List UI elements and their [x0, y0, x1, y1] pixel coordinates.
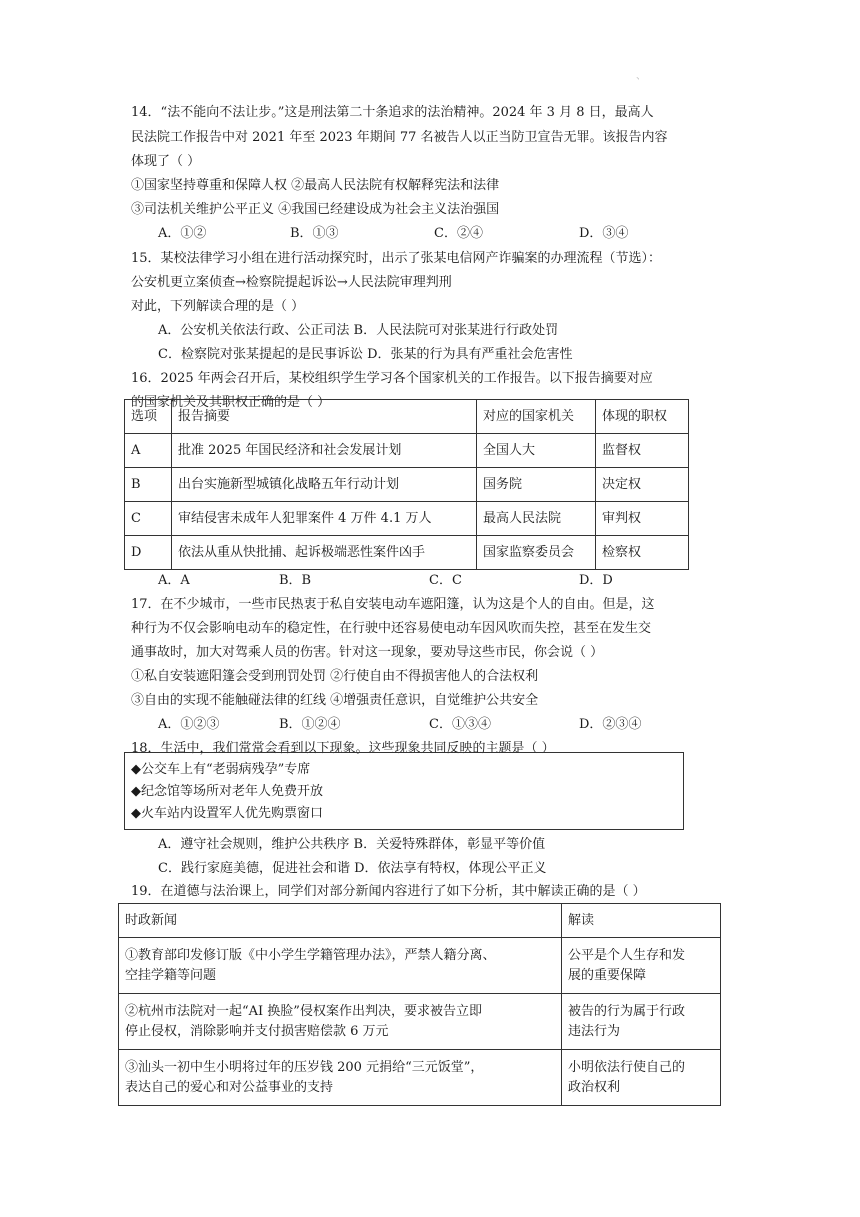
q18-stem: 18．生活中，我们常常会看到以下现象。这些现象共同反映的主题是（ ） — [131, 741, 555, 756]
q19-text-line: 表达自己的爱心和对公益事业的支持 — [125, 1079, 334, 1095]
q16-cell: 出台实施新型城镇化战略五年行动计划 — [172, 468, 477, 502]
q16-cell: 审判权 — [596, 502, 689, 536]
q19-text-line: 空挂学籍等问题 — [125, 967, 217, 983]
q19-text-line: ②杭州市法院对一起“AI 换脸”侵权案作出判决，要求被告立即 — [125, 1003, 482, 1019]
q19-header-news: 时政新闻 — [119, 904, 562, 938]
q16-cell: 审结侵害未成年人犯罪案件 4 万件 4.1 万人 — [172, 502, 477, 536]
table-row — [125, 468, 689, 502]
q17-item-line-2: ③自由的实现不能触碰法律的红线 ④增强责任意识，自觉维护公共安全 — [131, 693, 539, 708]
q19-header-interpretation: 解读 — [562, 904, 721, 938]
q15-options-line-1[interactable]: A．公安机关依法行政、公正司法 B．人民法院可对张某进行行政处罚 — [158, 323, 559, 338]
list-item: ◆火车站内设置军人优先购票窗口 — [131, 806, 323, 821]
table-row — [125, 502, 689, 536]
q19-text-line: ①教育部印发修订版《中小学生学籍管理办法》，严禁人籍分离、 — [125, 947, 496, 963]
q16-cell: 检察权 — [596, 536, 689, 570]
q14-option-c[interactable]: C．②④ — [434, 226, 483, 241]
q19-text-line: 停止侵权，消除影响并支付损害赔偿款 6 万元 — [125, 1023, 389, 1039]
q15-stem-line-1: 15．某校法律学习小组在进行活动探究时，出示了张某电信网产诈骗案的办理流程（节选）： — [131, 251, 662, 266]
q19-news-cell — [119, 938, 562, 994]
q18-phenomena-box — [124, 752, 684, 830]
table-row — [119, 938, 721, 994]
list-item: ◆纪念馆等场所对老年人免费开放 — [131, 784, 323, 799]
q19-interpretation-cell — [562, 1050, 721, 1106]
q14-option-d[interactable]: D．③④ — [579, 226, 629, 241]
corner-mark: 、 — [636, 71, 646, 82]
q14-option-a[interactable]: A．①② — [158, 226, 207, 241]
q16-cell: 批准 2025 年国民经济和社会发展计划 — [172, 434, 477, 468]
q16-header-organ: 对应的国家机关 — [477, 400, 596, 434]
q16-cell: 最高人民法院 — [477, 502, 596, 536]
q15-options-line-2[interactable]: C．检察院对张某提起的是民事诉讼 D．张某的行为具有严重社会危害性 — [158, 347, 573, 362]
q14-option-b[interactable]: B．①③ — [290, 226, 339, 241]
q16-cell: D — [125, 536, 172, 570]
q16-option-b[interactable]: B．B — [279, 573, 312, 588]
q17-stem-line-1: 17．在不少城市，一些市民热衷于私自安装电动车遮阳篷，认为这是个人的自由。但是，这 — [131, 597, 655, 612]
q19-news-cell — [119, 994, 562, 1050]
q16-option-d[interactable]: D．D — [579, 573, 613, 588]
q16-cell: 全国人大 — [477, 434, 596, 468]
q17-option-b[interactable]: B．①②④ — [279, 717, 341, 732]
q16-cell: 国务院 — [477, 468, 596, 502]
list-item: ◆公交车上有“老弱病残孕”专席 — [131, 762, 311, 777]
table-row — [125, 536, 689, 570]
q19-table-header-row — [119, 904, 721, 938]
q19-text-line: 政治权利 — [568, 1079, 621, 1095]
q16-table — [124, 399, 689, 570]
q19-text-line: 被告的行为属于行政 — [568, 1003, 686, 1019]
q16-cell: 国家监察委员会 — [477, 536, 596, 570]
q17-option-d[interactable]: D．②③④ — [579, 717, 642, 732]
q19-text-line: 公平是个人生存和发 — [568, 947, 686, 963]
q16-header-summary: 报告摘要 — [172, 400, 477, 434]
q16-header-option: 选项 — [125, 400, 172, 434]
q16-option-c[interactable]: C．C — [429, 573, 462, 588]
table-row — [119, 994, 721, 1050]
q16-stem-line-2: 的国家机关及其职权正确的是（ ） — [131, 395, 331, 410]
q14-stem-line-3: 体现了（ ） — [131, 154, 201, 169]
q17-stem-line-2: 种行为不仅会影响电动车的稳定性，在行驶中还容易使电动车因风吹而失控，甚至在发生交 — [131, 621, 652, 636]
table-row — [125, 434, 689, 468]
q19-table — [118, 903, 721, 1106]
q15-stem-line-3: 对此，下列解读合理的是（ ） — [131, 299, 305, 314]
q14-stem-line-2: 民法院工作报告中对 2021 年至 2023 年期间 77 名被告人以正当防卫宣告无罪。该报告内容 — [131, 130, 668, 145]
q15-stem-line-2: 公安机更立案侦查→检察院提起诉讼→人民法院审理判刑 — [131, 275, 452, 290]
q19-news-cell — [119, 1050, 562, 1106]
table-row — [119, 1050, 721, 1106]
q16-stem-line-1: 16．2025 年两会召开后，某校组织学生学习各个国家机关的工作报告。以下报告摘要对应 — [131, 371, 653, 386]
q17-item-line-1: ①私自安装遮阳篷会受到刑罚处罚 ②行使自由不得损害他人的合法权利 — [131, 669, 539, 684]
q19-text-line: 小明依法行使自己的 — [568, 1059, 686, 1075]
q19-text-line: 展的重要保障 — [568, 967, 647, 983]
q16-header-power: 体现的职权 — [596, 400, 689, 434]
q16-option-a[interactable]: A．A — [158, 573, 190, 588]
q14-stem-line-1: 14．“法不能向不法让步。”这是刑法第二十条追求的法治精神。2024 年 3 月 8 日，最高人 — [131, 105, 654, 120]
q19-text-line: ③汕头一初中生小明将过年的压岁钱 200 元捐给“三元饭堂”， — [125, 1059, 484, 1075]
q19-stem: 19．在道德与法治课上，同学们对部分新闻内容进行了如下分析，其中解读正确的是（ ） — [131, 884, 646, 899]
q16-table-header-row — [125, 400, 689, 434]
q16-cell: C — [125, 502, 172, 536]
q18-options-line-1[interactable]: A．遵守社会规则，维护公共秩序 B．关爱特殊群体，彰显平等价值 — [158, 837, 546, 852]
q17-stem-line-3: 通事故时，加大对驾乘人员的伤害。针对这一现象，要劝导这些市民，你会说（ ） — [131, 645, 604, 660]
q19-text-line: 违法行为 — [568, 1023, 621, 1039]
q18-options-line-2[interactable]: C．践行家庭美德，促进社会和谐 D．依法享有特权，体现公平正义 — [158, 861, 547, 876]
q17-option-a[interactable]: A．①②③ — [158, 717, 220, 732]
q14-item-line-1: ①国家坚持尊重和保障人权 ②最高人民法院有权解释宪法和法律 — [131, 178, 500, 193]
q16-cell: A — [125, 434, 172, 468]
q14-item-line-2: ③司法机关维护公平正义 ④我国已经建设成为社会主义法治强国 — [131, 202, 500, 217]
q19-interpretation-cell — [562, 994, 721, 1050]
q17-option-c[interactable]: C．①③④ — [429, 717, 491, 732]
q16-cell: 依法从重从快批捕、起诉极端恶性案件凶手 — [172, 536, 477, 570]
q19-interpretation-cell — [562, 938, 721, 994]
q16-cell: 监督权 — [596, 434, 689, 468]
q16-cell: B — [125, 468, 172, 502]
q16-cell: 决定权 — [596, 468, 689, 502]
